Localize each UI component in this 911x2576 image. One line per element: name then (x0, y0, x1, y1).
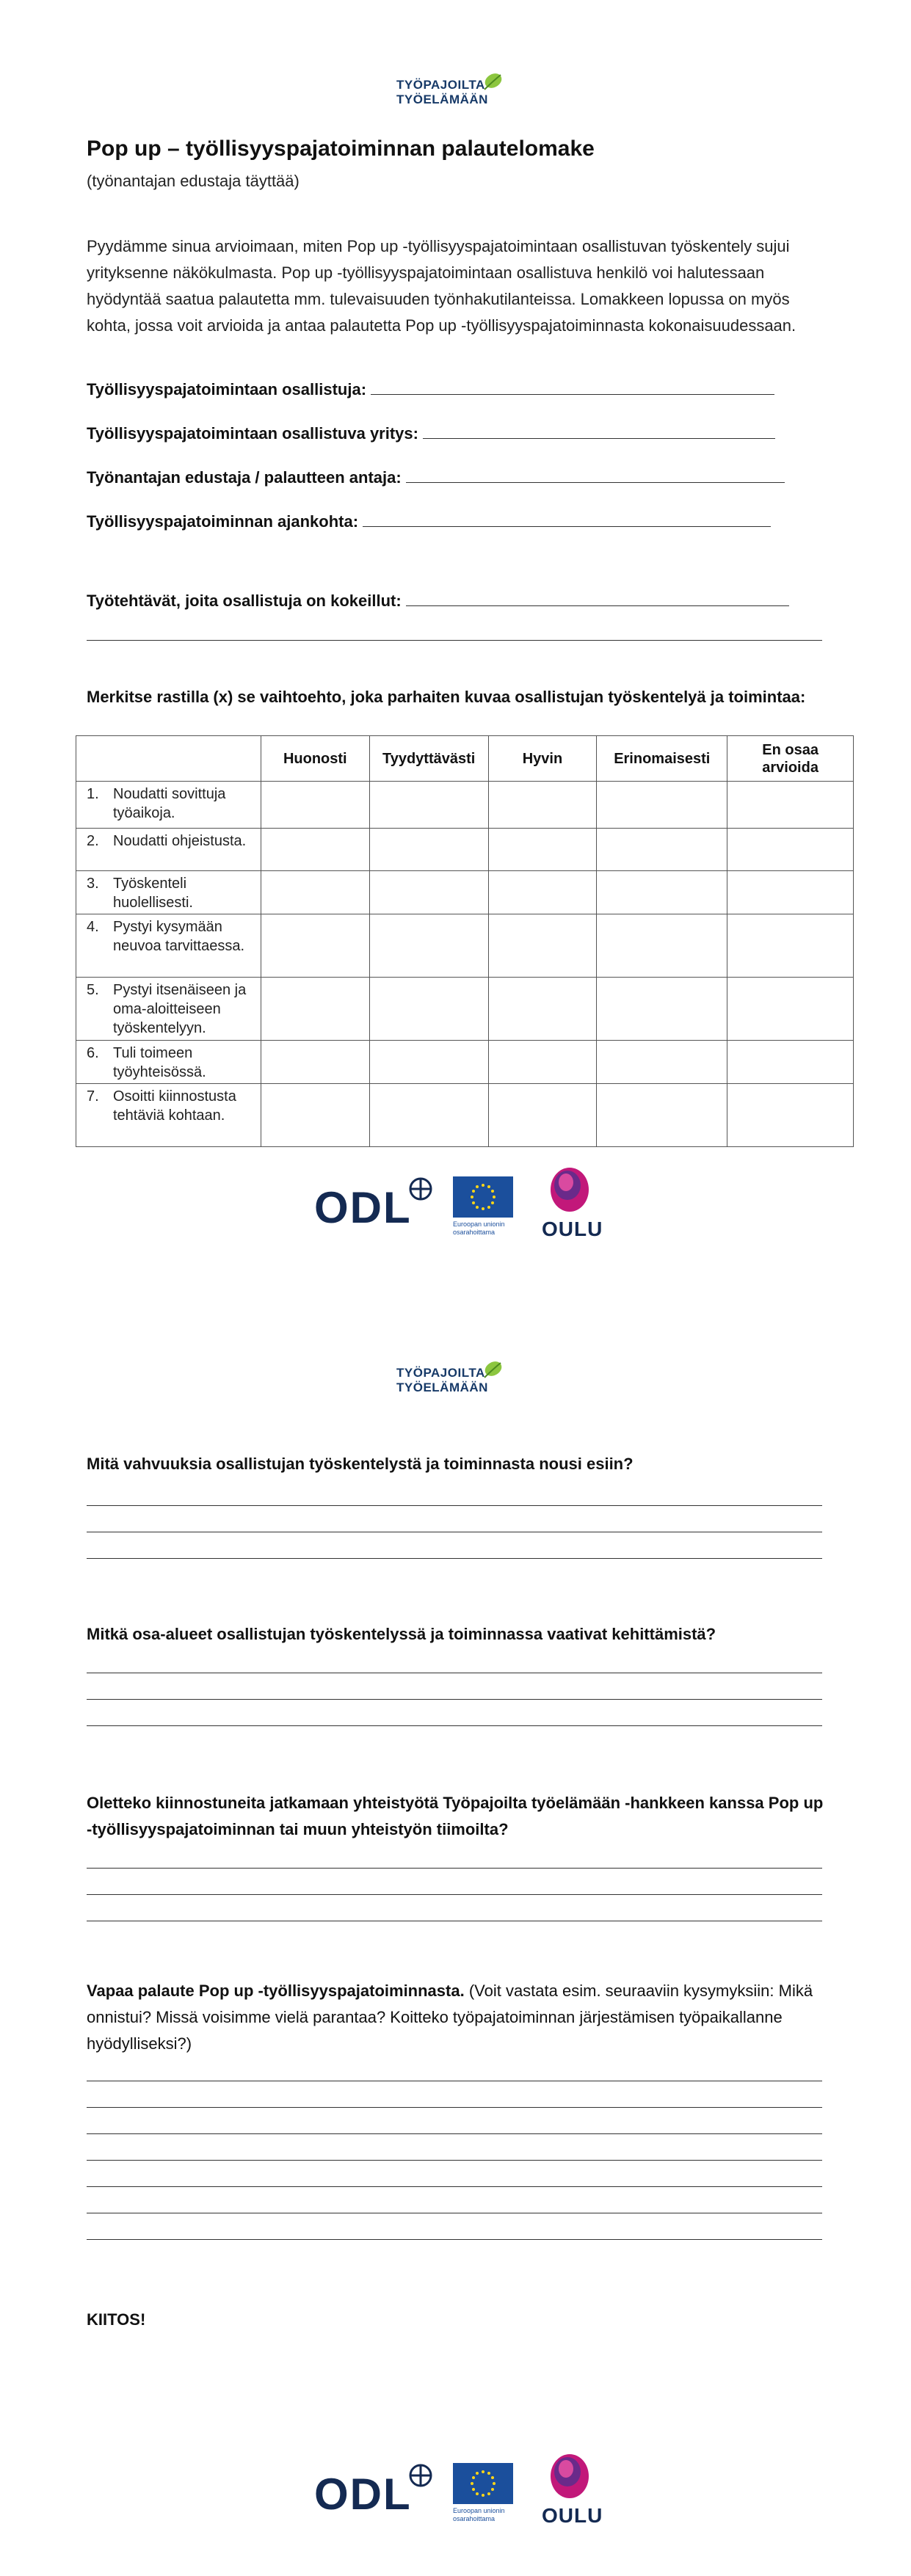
rating-cell[interactable] (261, 1041, 369, 1084)
field-participant[interactable] (87, 380, 774, 399)
answer-line[interactable] (87, 1699, 822, 1700)
thanks-text: KIITOS! (87, 2310, 146, 2329)
rating-cell[interactable] (597, 1041, 727, 1084)
rating-cell[interactable] (369, 782, 488, 829)
row-label (76, 782, 261, 829)
rating-cell[interactable] (369, 1041, 488, 1084)
logo-line-1: TYÖPAJOILTA (396, 78, 485, 92)
row-text: Työskenteli huolellisesti. (113, 876, 193, 911)
field-timeframe[interactable] (87, 512, 771, 531)
rating-cell[interactable] (488, 829, 597, 871)
eu-flag-icon (453, 1176, 513, 1218)
rating-cell[interactable] (488, 1041, 597, 1084)
rating-cell[interactable] (727, 782, 854, 829)
eu-flag-icon (453, 2463, 513, 2504)
rating-cell[interactable] (597, 782, 727, 829)
rating-cell[interactable] (597, 978, 727, 1041)
eu-caption-line-2: osarahoittama (453, 1229, 496, 1236)
row-number: 6. (87, 1045, 99, 1061)
field-employer-representative[interactable] (87, 468, 785, 487)
rating-cell[interactable] (727, 1084, 854, 1147)
answer-line[interactable] (87, 2133, 822, 2134)
answer-line[interactable] (87, 2160, 822, 2161)
rating-cell[interactable] (261, 829, 369, 871)
row-label (76, 829, 261, 871)
footer-logos (0, 2450, 911, 2530)
row-text: Noudatti sovittuja työaikoja. (113, 786, 226, 821)
rating-cell[interactable] (261, 871, 369, 914)
rating-header-row (76, 736, 854, 782)
rating-cell[interactable] (727, 1041, 854, 1084)
rating-cell[interactable] (488, 914, 597, 978)
table-row (76, 1041, 854, 1084)
leaf-icon (479, 68, 508, 97)
answer-line[interactable] (87, 1725, 822, 1726)
rating-cell[interactable] (369, 1084, 488, 1147)
rating-cell[interactable] (597, 871, 727, 914)
field-company[interactable] (87, 424, 775, 443)
oulu-logo: OULU (542, 1218, 603, 1240)
row-text: Pystyi itsenäiseen ja oma-aloitteiseen työskentelyyn. (113, 982, 247, 1036)
odl-logo: ODL (314, 1183, 412, 1232)
rating-header-empty (76, 736, 261, 782)
row-number: 1. (87, 786, 99, 802)
rating-cell[interactable] (369, 978, 488, 1041)
eu-caption (453, 2507, 505, 2523)
question-cooperation (87, 1790, 828, 1843)
intro-paragraph: Pyydämme sinua arvioimaan, miten Pop up -työllisyyspajatoimintaan osallistuvan työskentely sujui yrityksenne näkökulmasta. Pop up -työllisyyspajatoimintaan osallistuva henkilö voi halutessaan hyödyntää saatua palautetta mm. tulevaisuuden työnhakutilanteissa. Lomakkeen lopussa on myös kohta, jossa voit arvioida ja antaa palautetta Pop up -työllisyyspajatoiminnasta kokonaisuudessaan. (87, 237, 796, 335)
oulu-logo: OULU (542, 2504, 603, 2527)
question-free-feedback-bold: Vapaa palaute Pop up -työllisyyspajatoiminnasta. (87, 1982, 465, 2000)
logo-line-2: TYÖELÄMÄÄN (396, 92, 488, 106)
rating-cell[interactable] (261, 782, 369, 829)
form-title: Pop up – työllisyyspajatoiminnan palautelomake (87, 137, 595, 161)
field-tasks-line[interactable] (406, 592, 789, 606)
tyopajoilta-logo (396, 68, 521, 112)
column-header: Hyvin (488, 736, 597, 782)
question-free-feedback-rest: (Voit vastata esim. seuraaviin kysymyksiin: Mikä onnistui? Missä voisimme vielä parantaa? Koitteko työpajatoiminnan järjestämisen työpaikallanne hyödylliseksi?) (87, 1982, 813, 2053)
eu-caption-line-1: Euroopan unionin (453, 2507, 505, 2514)
column-header: En osaa arvioida (727, 736, 854, 782)
row-label (76, 1084, 261, 1147)
field-tasks[interactable] (87, 592, 789, 611)
rating-cell[interactable] (597, 1084, 727, 1147)
row-number: 7. (87, 1088, 99, 1105)
answer-line[interactable] (87, 2107, 822, 2108)
rating-cell[interactable] (597, 914, 727, 978)
field-employer-representative-label: Työnantajan edustaja / palautteen antaja: (87, 468, 402, 487)
row-label (76, 914, 261, 978)
question-development (87, 1621, 828, 1648)
rating-cell[interactable] (369, 914, 488, 978)
rating-cell[interactable] (727, 871, 854, 914)
answer-line[interactable] (87, 1558, 822, 1559)
rating-cell[interactable] (597, 829, 727, 871)
odl-cross-icon (408, 1176, 433, 1201)
odl-cross-icon (408, 2463, 433, 2488)
page-2 (0, 1288, 911, 2576)
field-company-label: Työllisyyspajatoimintaan osallistuva yritys: (87, 424, 418, 443)
rating-cell[interactable] (369, 829, 488, 871)
rating-cell[interactable] (727, 914, 854, 978)
rating-cell[interactable] (369, 871, 488, 914)
tyopajoilta-logo (396, 1356, 521, 1400)
row-number: 3. (87, 876, 99, 892)
field-timeframe-label: Työllisyyspajatoiminnan ajankohta: (87, 512, 359, 531)
odl-logo: ODL (314, 2470, 412, 2519)
column-header: Huonosti (261, 736, 369, 782)
leaf-icon (479, 1356, 508, 1385)
rating-cell[interactable] (727, 829, 854, 871)
table-row (76, 829, 854, 871)
column-header: Erinomaisesti (597, 736, 727, 782)
form-subtitle: (työnantajan edustaja täyttää) (87, 172, 300, 190)
field-participant-label: Työllisyyspajatoimintaan osallistuja: (87, 380, 367, 399)
field-timeframe-line[interactable] (363, 512, 771, 527)
row-text: Tuli toimeen työyhteisössä. (113, 1045, 206, 1080)
logo-line-2: TYÖELÄMÄÄN (396, 1380, 488, 1394)
row-number: 5. (87, 982, 99, 998)
table-row (76, 978, 854, 1041)
row-number: 4. (87, 919, 99, 935)
answer-line[interactable] (87, 2186, 822, 2187)
eu-caption-line-1: Euroopan unionin (453, 1220, 505, 1228)
table-row (76, 782, 854, 829)
question-strengths-text: Mitä vahvuuksia osallistujan työskentelystä ja toiminnasta nousi esiin? (87, 1455, 634, 1473)
rating-cell[interactable] (727, 978, 854, 1041)
row-number: 2. (87, 833, 99, 849)
answer-line[interactable] (87, 1505, 822, 1506)
field-participant-line[interactable] (371, 380, 774, 395)
rating-cell[interactable] (261, 914, 369, 978)
row-label (76, 978, 261, 1041)
row-text: Noudatti ohjeistusta. (113, 833, 247, 849)
row-label (76, 871, 261, 914)
answer-line[interactable] (87, 2239, 822, 2240)
answer-line[interactable] (87, 1894, 822, 1895)
oulu-mark-icon (547, 1163, 592, 1215)
row-label (76, 1041, 261, 1084)
eu-caption-line-2: osarahoittama (453, 2515, 496, 2522)
answer-line[interactable] (87, 1868, 822, 1869)
logo-line-1: TYÖPAJOILTA (396, 1366, 485, 1380)
question-free-feedback (87, 1978, 828, 2057)
rating-table (76, 735, 854, 1147)
question-cooperation-text: Oletteko kiinnostuneita jatkamaan yhteistyötä Työpajoilta työelämään -hankkeen kanssa Pop up -työllisyyspajatoiminnan tai muun yhteistyön tiimoilta? (87, 1794, 824, 1838)
column-header: Tyydyttävästi (369, 736, 488, 782)
rating-cell[interactable] (488, 978, 597, 1041)
table-row (76, 914, 854, 978)
row-text: Pystyi kysymään neuvoa tarvittaessa. (113, 919, 244, 954)
question-development-text: Mitkä osa-alueet osallistujan työskentelyssä ja toiminnassa vaativat kehittämistä? (87, 1625, 716, 1643)
question-strengths (87, 1451, 828, 1477)
rating-cell[interactable] (261, 1084, 369, 1147)
field-employer-representative-line[interactable] (406, 468, 785, 483)
row-text: Osoitti kiinnostusta tehtäviä kohtaan. (113, 1088, 236, 1124)
rating-cell[interactable] (488, 871, 597, 914)
table-row (76, 871, 854, 914)
footer-logos (0, 1163, 911, 1244)
rating-instruction: Merkitse rastilla (x) se vaihtoehto, joka parhaiten kuvaa osallistujan työskentelyä ja toimintaa: (87, 688, 806, 706)
rating-cell[interactable] (261, 978, 369, 1041)
field-company-line[interactable] (423, 424, 775, 439)
rating-cell[interactable] (488, 1084, 597, 1147)
eu-caption (453, 1220, 505, 1237)
oulu-mark-icon (547, 2450, 592, 2501)
table-row (76, 1084, 854, 1147)
field-tasks-label: Työtehtävät, joita osallistuja on kokeillut: (87, 592, 402, 610)
rating-cell[interactable] (488, 782, 597, 829)
tasks-answer-line[interactable] (87, 640, 822, 641)
